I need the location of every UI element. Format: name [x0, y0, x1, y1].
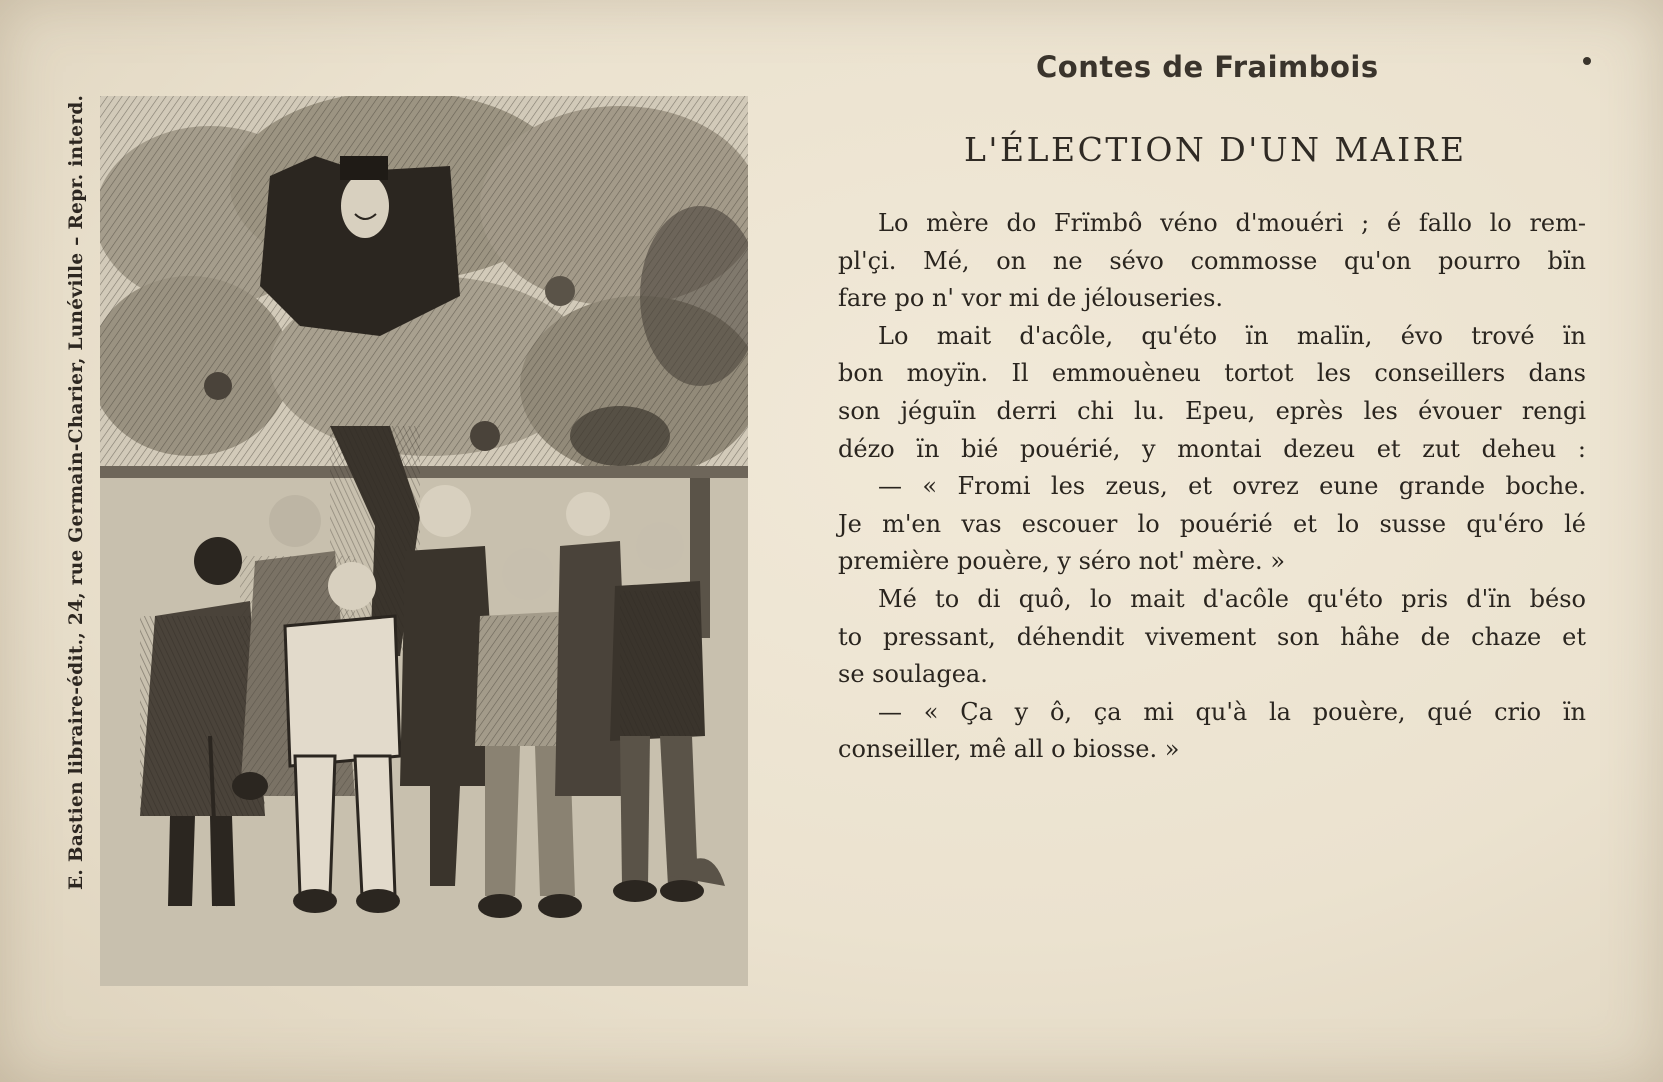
- crowd: [140, 485, 725, 918]
- story-line: première pouère, y séro not' mère. »: [838, 547, 1285, 576]
- story-line: son jéguïn derri chi lu. Epeu, eprès les évouer rengi: [838, 396, 1586, 425]
- story-title: L'ÉLECTION D'UN MAIRE: [964, 130, 1467, 169]
- illustration: [100, 96, 748, 986]
- story-line: fare po n' vor mi de jélouseries.: [838, 284, 1224, 313]
- story-text: [838, 205, 1586, 769]
- story-line: se soulagea.: [838, 660, 988, 689]
- engraving-tree-mayor-crowd-icon: [100, 96, 748, 986]
- publisher-imprint: E. Bastien libraire-édit., 24, rue Germain-Charier, Lunéville – Repr. interd.: [66, 94, 87, 890]
- story-line: Je m'en vas escouer lo pouérié et lo susse qu'éro lé: [838, 509, 1586, 538]
- story-line: dézo ïn bié pouérié, y montai dezeu et zut deheu :: [838, 434, 1586, 463]
- story-line: Lo mait d'acôle, qu'éto ïn malïn, évo trové ïn: [878, 321, 1586, 350]
- mayor-figure: [260, 156, 460, 336]
- story-line: Lo mère do Frïmbô véno d'mouéri ; é fallo lo rem-: [878, 209, 1586, 237]
- story-line: bon moyïn. Il emmouèneu tortot les conseillers dans: [838, 359, 1586, 388]
- story-line: Mé to di quô, lo mait d'acôle qu'éto pris d'ïn béso: [878, 584, 1586, 613]
- story-line: to pressant, déhendit vivement son hâhe de chaze et: [838, 622, 1586, 651]
- series-title: Contes de Fraimbois: [1036, 50, 1379, 84]
- ink-speck: [1583, 57, 1591, 65]
- story-line: — « Fromi les zeus, et ovrez eune grande boche.: [878, 472, 1586, 501]
- story-line: conseiller, mê all o biosse. »: [838, 735, 1180, 764]
- story-line: — « Ça y ô, ça mi qu'à la pouère, qué crio ïn: [878, 697, 1586, 726]
- story-line: pl'çi. Mé, on ne sévo commosse qu'on pourro bïn: [838, 246, 1586, 275]
